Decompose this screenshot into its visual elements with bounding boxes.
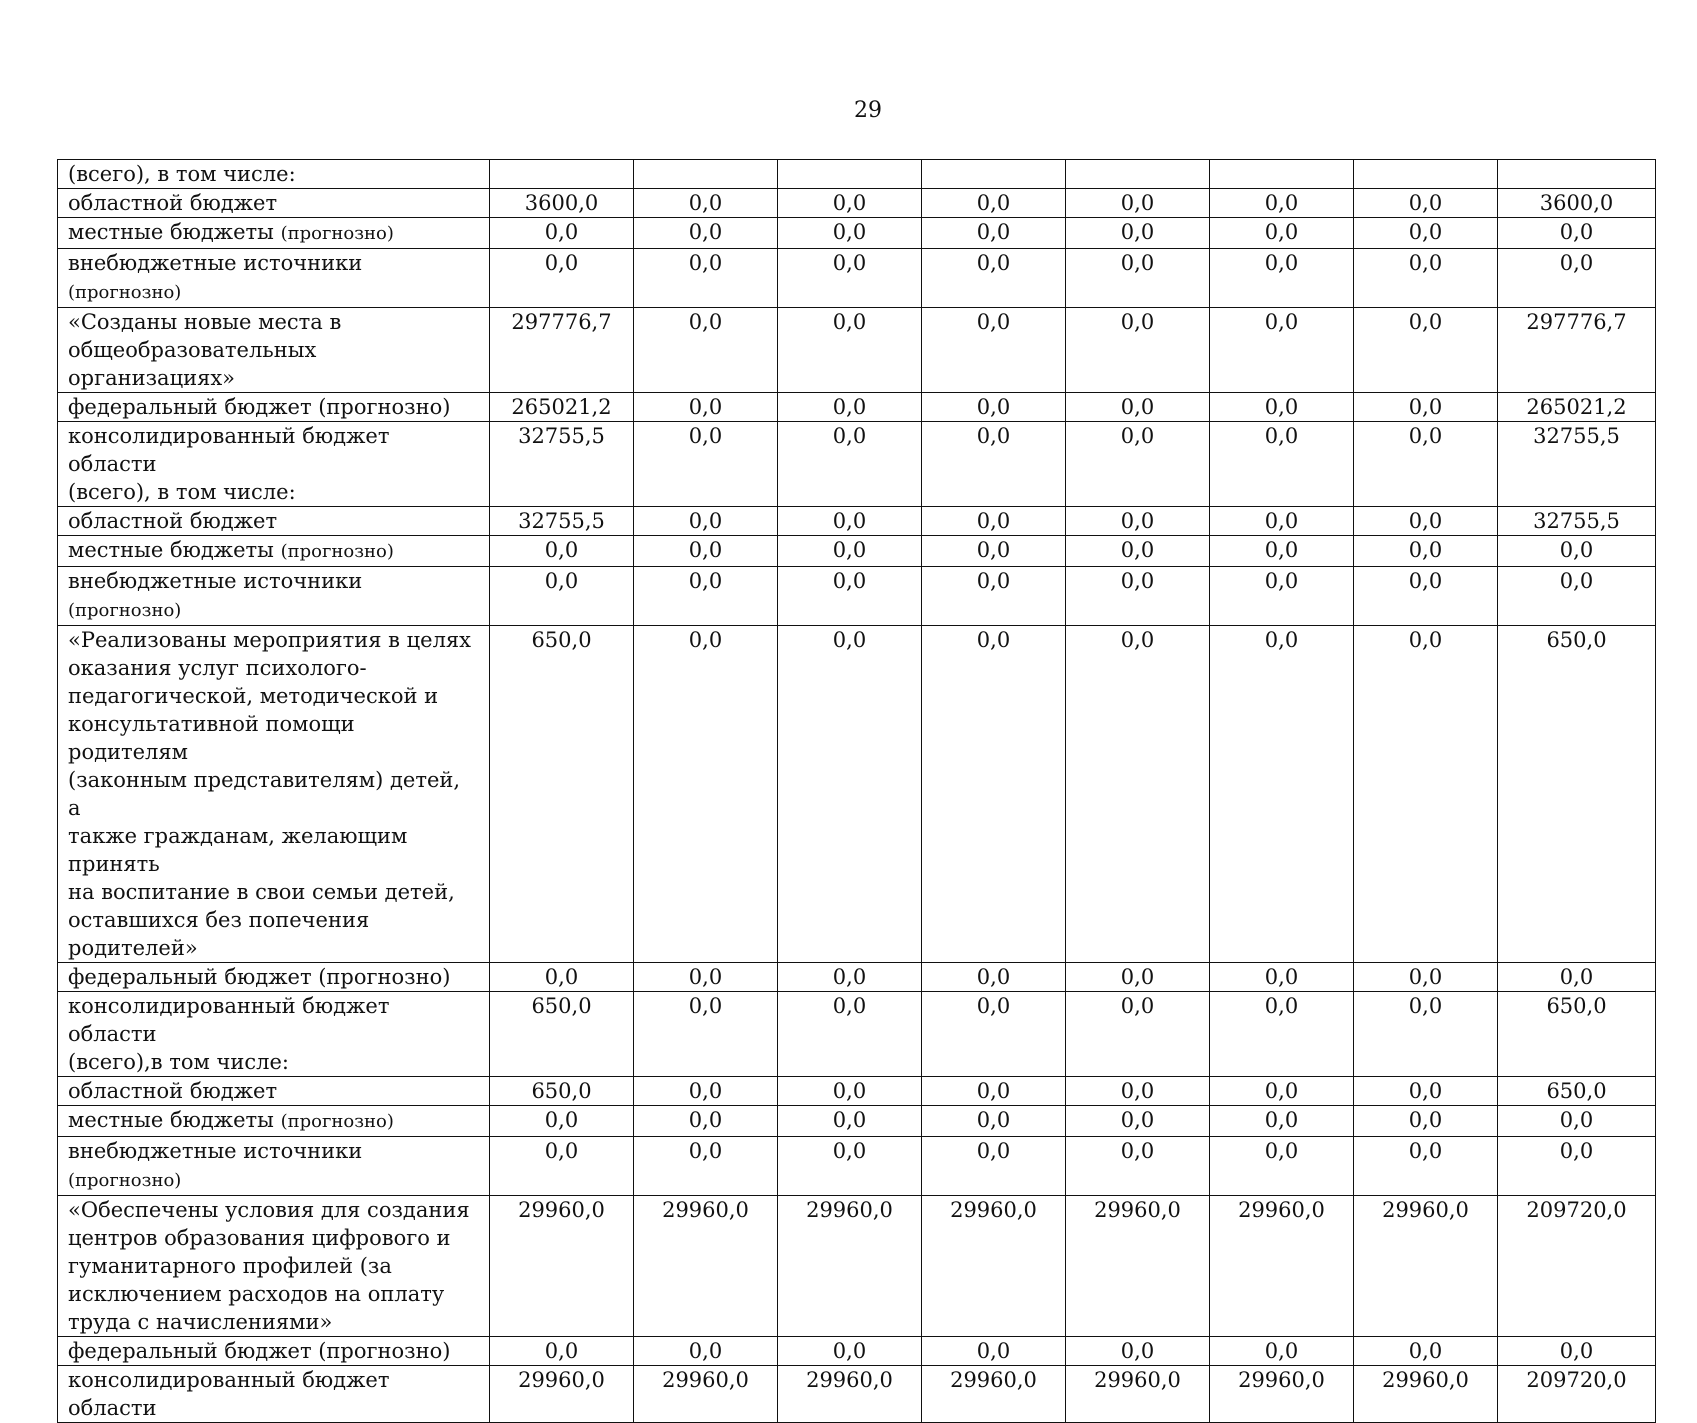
value-cell: 0,0 — [1066, 992, 1210, 1077]
value-cell: 0,0 — [634, 536, 778, 567]
value-cell: 0,0 — [922, 507, 1066, 536]
row-label: местные бюджеты (прогнозно) — [58, 218, 490, 249]
value-cell: 0,0 — [1354, 249, 1498, 308]
total-cell: 650,0 — [1498, 626, 1656, 963]
row-label: областной бюджет — [58, 507, 490, 536]
value-cell — [634, 160, 778, 189]
value-cell: 0,0 — [778, 249, 922, 308]
row-label: местные бюджеты (прогнозно) — [58, 536, 490, 567]
value-cell: 650,0 — [490, 1077, 634, 1106]
table-row — [58, 160, 1656, 189]
total-cell: 297776,7 — [1498, 308, 1656, 393]
table-row — [58, 1106, 1656, 1137]
value-cell: 0,0 — [1210, 992, 1354, 1077]
table-row — [58, 1337, 1656, 1366]
value-cell: 0,0 — [1354, 189, 1498, 218]
value-cell: 650,0 — [490, 992, 634, 1077]
value-cell: 0,0 — [922, 218, 1066, 249]
value-cell: 0,0 — [778, 393, 922, 422]
total-cell: 209720,0 — [1498, 1196, 1656, 1337]
value-cell: 29960,0 — [922, 1366, 1066, 1423]
table-row — [58, 393, 1656, 422]
value-cell: 0,0 — [634, 249, 778, 308]
value-cell: 0,0 — [1066, 626, 1210, 963]
value-cell: 0,0 — [490, 963, 634, 992]
row-label: федеральный бюджет (прогнозно) — [58, 1337, 490, 1366]
value-cell: 0,0 — [1354, 1337, 1498, 1366]
value-cell: 0,0 — [1210, 422, 1354, 507]
value-cell: 0,0 — [1210, 189, 1354, 218]
value-cell: 0,0 — [778, 218, 922, 249]
value-cell: 0,0 — [778, 507, 922, 536]
value-cell — [922, 160, 1066, 189]
value-cell: 29960,0 — [922, 1196, 1066, 1337]
value-cell: 0,0 — [1354, 308, 1498, 393]
value-cell: 29960,0 — [490, 1196, 634, 1337]
value-cell: 0,0 — [1066, 249, 1210, 308]
value-cell: 0,0 — [490, 536, 634, 567]
value-cell: 0,0 — [778, 567, 922, 626]
total-cell: 209720,0 — [1498, 1366, 1656, 1423]
total-cell: 0,0 — [1498, 567, 1656, 626]
table-row — [58, 189, 1656, 218]
value-cell: 0,0 — [1210, 1137, 1354, 1196]
total-cell: 32755,5 — [1498, 507, 1656, 536]
value-cell: 0,0 — [1210, 393, 1354, 422]
value-cell: 0,0 — [1210, 308, 1354, 393]
value-cell: 0,0 — [1066, 218, 1210, 249]
row-label: федеральный бюджет (прогнозно) — [58, 963, 490, 992]
value-cell: 0,0 — [634, 1106, 778, 1137]
value-cell: 0,0 — [1354, 567, 1498, 626]
value-cell: 0,0 — [634, 507, 778, 536]
value-cell: 0,0 — [922, 992, 1066, 1077]
value-cell: 0,0 — [490, 1137, 634, 1196]
row-label: «Обеспечены условия для создания центров образования цифрового и гуманитарного профилей (за исключением расходов на оплату труда с начислениями» — [58, 1196, 490, 1337]
row-label: консолидированный бюджет области (всего),в том числе: — [58, 992, 490, 1077]
total-cell: 650,0 — [1498, 1077, 1656, 1106]
value-cell: 0,0 — [1066, 963, 1210, 992]
value-cell: 0,0 — [490, 218, 634, 249]
value-cell: 0,0 — [1354, 1077, 1498, 1106]
page-number: 29 — [854, 98, 882, 123]
table-body — [58, 160, 1656, 1423]
value-cell: 0,0 — [1066, 1337, 1210, 1366]
value-cell: 0,0 — [1210, 536, 1354, 567]
row-label: внебюджетные источники (прогнозно) — [58, 249, 490, 308]
value-cell: 0,0 — [1066, 189, 1210, 218]
value-cell: 0,0 — [634, 963, 778, 992]
value-cell: 0,0 — [922, 1106, 1066, 1137]
value-cell: 0,0 — [778, 308, 922, 393]
row-label: внебюджетные источники (прогнозно) — [58, 567, 490, 626]
table-row — [58, 992, 1656, 1077]
value-cell: 0,0 — [634, 1337, 778, 1366]
value-cell: 0,0 — [778, 189, 922, 218]
value-cell: 29960,0 — [1066, 1196, 1210, 1337]
value-cell: 0,0 — [1066, 1077, 1210, 1106]
value-cell: 0,0 — [1354, 1137, 1498, 1196]
table-row — [58, 567, 1656, 626]
value-cell: 0,0 — [778, 1106, 922, 1137]
value-cell: 0,0 — [1066, 422, 1210, 507]
value-cell: 0,0 — [922, 1137, 1066, 1196]
value-cell: 32755,5 — [490, 507, 634, 536]
row-label: консолидированный бюджет области (всего), в том числе: — [58, 422, 490, 507]
value-cell: 0,0 — [634, 189, 778, 218]
value-cell: 0,0 — [634, 992, 778, 1077]
value-cell: 0,0 — [634, 218, 778, 249]
value-cell: 0,0 — [634, 393, 778, 422]
row-label: областной бюджет — [58, 1077, 490, 1106]
value-cell: 0,0 — [1210, 1077, 1354, 1106]
total-cell — [1498, 160, 1656, 189]
table-row — [58, 308, 1656, 393]
table-row — [58, 1077, 1656, 1106]
budget-table — [57, 159, 1656, 1423]
total-cell: 0,0 — [1498, 1137, 1656, 1196]
total-cell: 0,0 — [1498, 218, 1656, 249]
total-cell: 0,0 — [1498, 536, 1656, 567]
value-cell: 650,0 — [490, 626, 634, 963]
value-cell: 0,0 — [634, 567, 778, 626]
table-row — [58, 1366, 1656, 1423]
value-cell — [1066, 160, 1210, 189]
value-cell: 29960,0 — [1066, 1366, 1210, 1423]
value-cell: 29960,0 — [490, 1366, 634, 1423]
total-cell: 0,0 — [1498, 249, 1656, 308]
table-row — [58, 1196, 1656, 1337]
value-cell: 29960,0 — [634, 1196, 778, 1337]
value-cell: 0,0 — [1354, 507, 1498, 536]
value-cell: 3600,0 — [490, 189, 634, 218]
row-label: областной бюджет — [58, 189, 490, 218]
value-cell: 0,0 — [634, 626, 778, 963]
value-cell: 29960,0 — [778, 1366, 922, 1423]
value-cell: 0,0 — [1354, 626, 1498, 963]
row-label: (всего), в том числе: — [58, 160, 490, 189]
total-cell: 0,0 — [1498, 1106, 1656, 1137]
value-cell: 265021,2 — [490, 393, 634, 422]
value-cell: 0,0 — [922, 536, 1066, 567]
value-cell: 0,0 — [922, 567, 1066, 626]
table-row — [58, 536, 1656, 567]
row-label: внебюджетные источники (прогнозно) — [58, 1137, 490, 1196]
value-cell — [778, 160, 922, 189]
value-cell: 0,0 — [1354, 992, 1498, 1077]
value-cell: 29960,0 — [1210, 1196, 1354, 1337]
value-cell: 0,0 — [922, 393, 1066, 422]
value-cell: 0,0 — [1066, 1106, 1210, 1137]
value-cell: 0,0 — [1210, 1106, 1354, 1137]
value-cell: 0,0 — [778, 1137, 922, 1196]
total-cell: 265021,2 — [1498, 393, 1656, 422]
total-cell: 32755,5 — [1498, 422, 1656, 507]
value-cell: 0,0 — [1210, 963, 1354, 992]
value-cell: 0,0 — [1210, 507, 1354, 536]
value-cell — [1354, 160, 1498, 189]
value-cell: 0,0 — [1210, 567, 1354, 626]
value-cell: 32755,5 — [490, 422, 634, 507]
row-label: федеральный бюджет (прогнозно) — [58, 393, 490, 422]
value-cell: 29960,0 — [778, 1196, 922, 1337]
value-cell: 0,0 — [922, 308, 1066, 393]
total-cell: 0,0 — [1498, 1337, 1656, 1366]
value-cell: 0,0 — [1354, 422, 1498, 507]
row-label: «Реализованы мероприятия в целях оказания услуг психолого- педагогической, методической и консультативной помощи родителям (законным представителям) детей, а также гражданам, желающим принять на воспитание в свои семьи детей, оставшихся без попечения родителей» — [58, 626, 490, 963]
value-cell: 0,0 — [1210, 249, 1354, 308]
value-cell: 0,0 — [778, 1337, 922, 1366]
table-row — [58, 507, 1656, 536]
value-cell: 0,0 — [922, 963, 1066, 992]
value-cell: 0,0 — [1354, 1106, 1498, 1137]
value-cell: 0,0 — [922, 422, 1066, 507]
table-row — [58, 218, 1656, 249]
table-row — [58, 249, 1656, 308]
value-cell: 0,0 — [778, 992, 922, 1077]
value-cell: 0,0 — [1354, 218, 1498, 249]
value-cell: 29960,0 — [1354, 1196, 1498, 1337]
value-cell: 0,0 — [490, 249, 634, 308]
value-cell: 0,0 — [922, 1077, 1066, 1106]
value-cell: 0,0 — [1066, 1137, 1210, 1196]
value-cell: 0,0 — [778, 1077, 922, 1106]
value-cell: 0,0 — [490, 1106, 634, 1137]
value-cell: 0,0 — [1210, 218, 1354, 249]
value-cell: 29960,0 — [1354, 1366, 1498, 1423]
value-cell: 0,0 — [1066, 567, 1210, 626]
total-cell: 3600,0 — [1498, 189, 1656, 218]
value-cell: 0,0 — [922, 1337, 1066, 1366]
value-cell: 0,0 — [1210, 1337, 1354, 1366]
value-cell: 0,0 — [1066, 536, 1210, 567]
table-row — [58, 1137, 1656, 1196]
value-cell: 297776,7 — [490, 308, 634, 393]
value-cell: 0,0 — [778, 963, 922, 992]
value-cell: 0,0 — [634, 1077, 778, 1106]
value-cell: 0,0 — [634, 1137, 778, 1196]
total-cell: 0,0 — [1498, 963, 1656, 992]
value-cell: 0,0 — [1354, 536, 1498, 567]
value-cell: 0,0 — [1066, 308, 1210, 393]
value-cell: 0,0 — [778, 536, 922, 567]
table-row — [58, 626, 1656, 963]
value-cell: 0,0 — [922, 249, 1066, 308]
value-cell: 0,0 — [778, 422, 922, 507]
value-cell: 29960,0 — [634, 1366, 778, 1423]
row-label: местные бюджеты (прогнозно) — [58, 1106, 490, 1137]
value-cell: 0,0 — [1354, 393, 1498, 422]
value-cell: 0,0 — [1210, 626, 1354, 963]
table-row — [58, 963, 1656, 992]
value-cell — [1210, 160, 1354, 189]
total-cell: 650,0 — [1498, 992, 1656, 1077]
value-cell: 0,0 — [634, 422, 778, 507]
value-cell: 29960,0 — [1210, 1366, 1354, 1423]
value-cell: 0,0 — [922, 189, 1066, 218]
value-cell — [490, 160, 634, 189]
value-cell: 0,0 — [634, 308, 778, 393]
value-cell: 0,0 — [1354, 963, 1498, 992]
table-row — [58, 422, 1656, 507]
value-cell: 0,0 — [1066, 393, 1210, 422]
value-cell: 0,0 — [490, 567, 634, 626]
value-cell: 0,0 — [490, 1337, 634, 1366]
value-cell: 0,0 — [1066, 507, 1210, 536]
value-cell: 0,0 — [922, 626, 1066, 963]
value-cell: 0,0 — [778, 626, 922, 963]
row-label: «Созданы новые места в общеобразовательных организациях» — [58, 308, 490, 393]
row-label: консолидированный бюджет области — [58, 1366, 490, 1423]
